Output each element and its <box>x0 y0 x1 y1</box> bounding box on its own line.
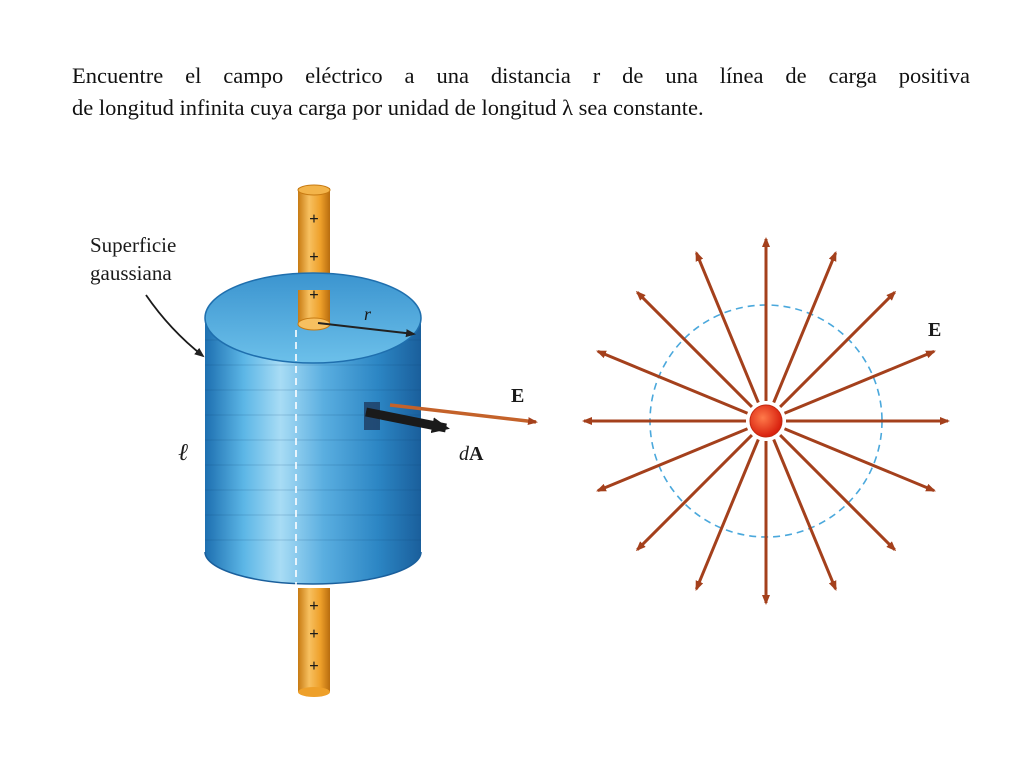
problem-line-2: de longitud infinita cuya carga por unidad de longitud λ sea constante. <box>72 95 704 120</box>
surface-pointer-arrow <box>146 295 203 356</box>
field-line-arrow <box>785 429 935 491</box>
line-charge-cross-section <box>750 405 782 437</box>
field-line-arrow <box>774 253 836 403</box>
field-label-right: E <box>928 319 942 341</box>
problem-line-1: Encuentre el campo eléctrico a una distancia r de una línea de carga positiva <box>72 63 970 88</box>
plus-sign-4: + <box>309 596 319 615</box>
radial-field-figure <box>584 239 948 603</box>
radius-label: r <box>364 304 372 324</box>
surface-label-line-1: Superficie <box>90 233 177 257</box>
field-line-arrow <box>637 435 752 550</box>
field-line-arrow <box>696 253 758 403</box>
plus-sign-2: + <box>309 247 319 266</box>
field-line-arrow <box>774 440 836 590</box>
field-line-arrow <box>696 440 758 590</box>
gaussian-cylinder-figure <box>90 185 536 697</box>
plus-sign-6: + <box>309 656 319 675</box>
area-label-d: d <box>459 443 469 465</box>
field-line-arrow <box>598 351 748 413</box>
field-line-arrow <box>637 292 752 407</box>
area-element-label <box>459 443 484 465</box>
area-label-A: A <box>469 443 484 465</box>
field-line-arrow <box>598 429 748 491</box>
field-label-left: E <box>511 385 525 407</box>
surface-label-line-2: gaussiana <box>90 261 172 285</box>
field-line-arrow <box>785 351 935 413</box>
length-label: ℓ <box>178 440 188 466</box>
plus-sign-5: + <box>309 624 319 643</box>
plus-sign-1: + <box>309 209 319 228</box>
plus-sign-3: + <box>309 285 319 304</box>
